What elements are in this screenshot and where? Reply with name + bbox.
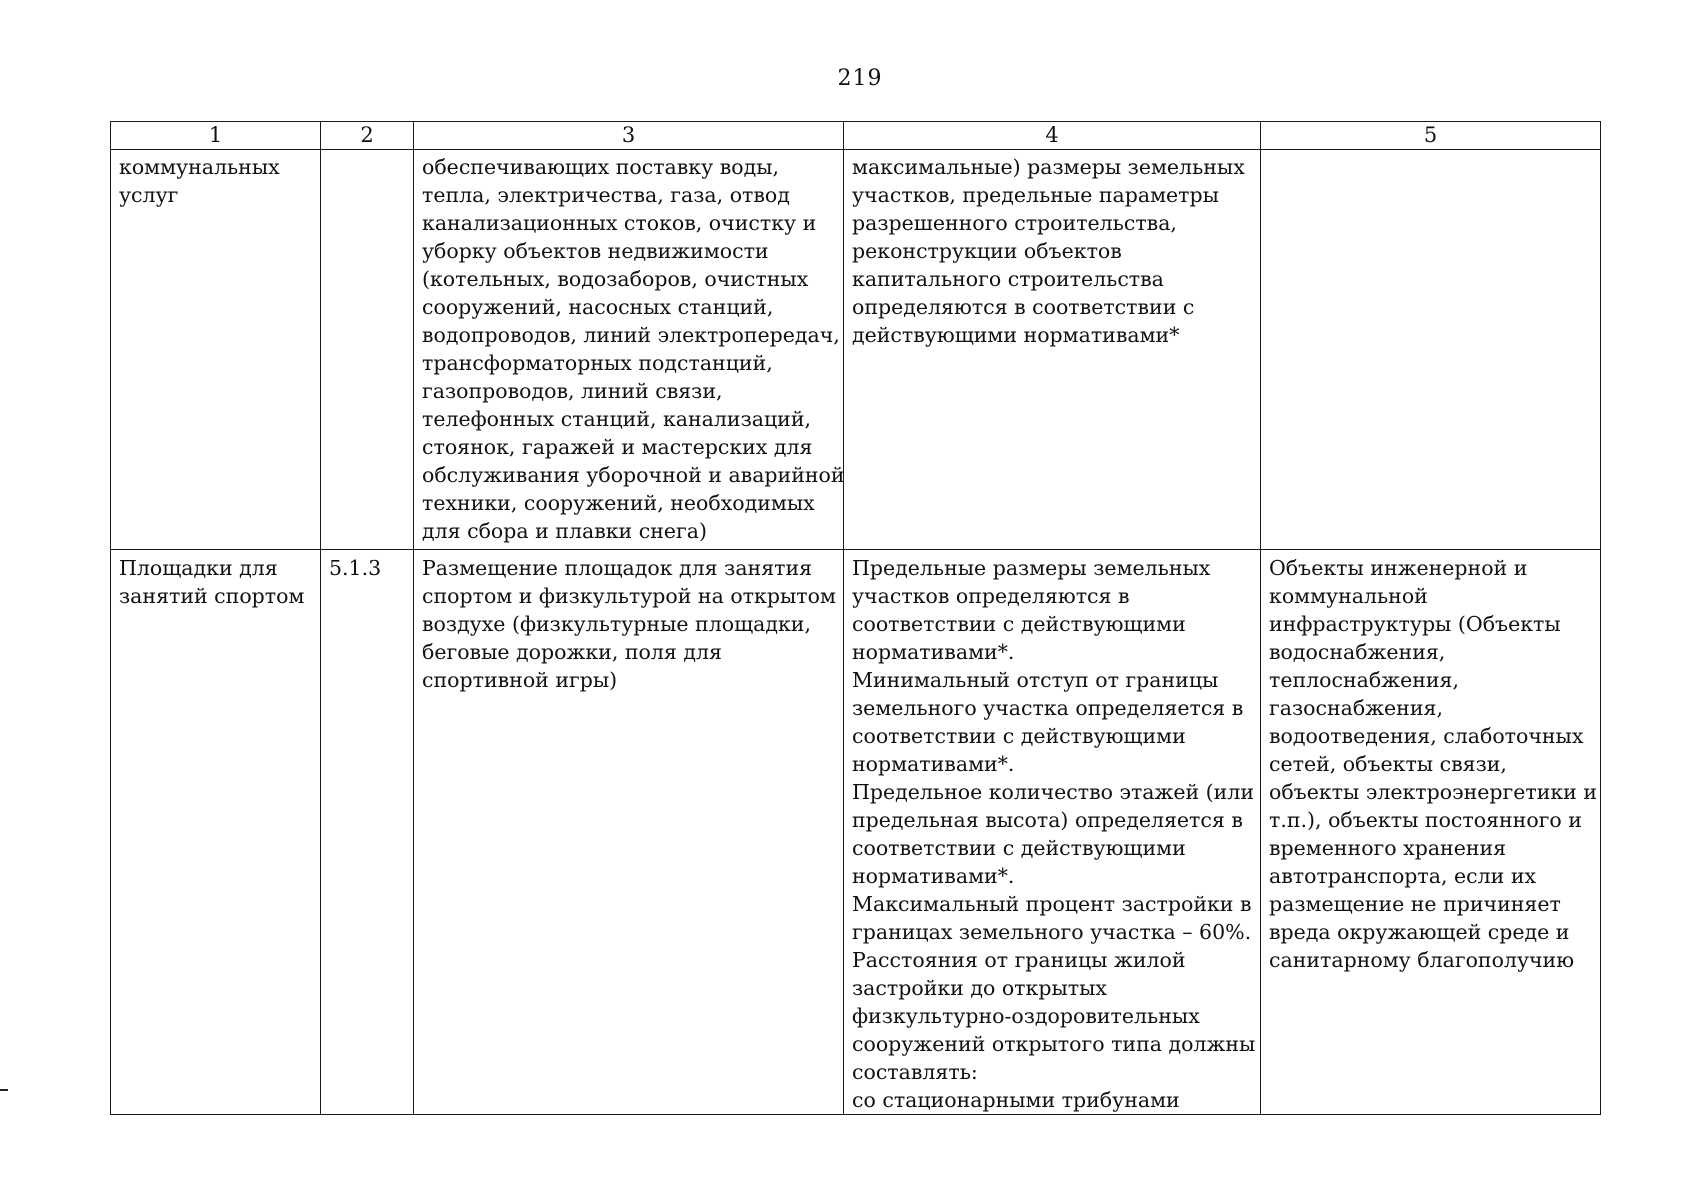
- cell-text-line: спортивной игры): [422, 668, 618, 692]
- cell-text-line: спортом и физкультурой на открытом: [422, 584, 836, 608]
- cell-text-line: составлять:: [852, 1060, 978, 1084]
- cell-text-line: беговые дорожки, поля для: [422, 640, 722, 664]
- cell-text-line: автотранспорта, если их: [1269, 864, 1537, 888]
- cell-text-line: нормативами*.: [852, 752, 1015, 776]
- cell-text-line: вреда окружающей среде и: [1269, 920, 1570, 944]
- cell-description: [414, 150, 844, 550]
- margin-mark: [0, 1089, 8, 1091]
- cell-text-line: нормативами*.: [852, 864, 1015, 888]
- cell-text-line: предельная высота) определяется в: [852, 808, 1243, 832]
- cell-name: [111, 150, 321, 550]
- header-col-3: 3: [414, 122, 844, 150]
- cell-text-line: Минимальный отступ от границы: [852, 668, 1219, 692]
- cell-text-line: Объекты инженерной и: [1269, 556, 1528, 580]
- cell-text-line: санитарному благополучию: [1269, 948, 1575, 972]
- cell-text-line: Расстояния от границы жилой: [852, 948, 1186, 972]
- cell-text-line: временного хранения: [1269, 836, 1507, 860]
- table-row: [111, 150, 1601, 550]
- cell-code: [321, 150, 414, 550]
- cell-text-line: земельного участка определяется в: [852, 696, 1244, 720]
- page-number: 219: [837, 66, 883, 91]
- cell-parameters: [844, 550, 1261, 1115]
- cell-text-line: тепла, электричества, газа, отвод: [422, 183, 790, 207]
- cell-text-line: объекты электроэнергетики и: [1269, 780, 1598, 804]
- cell-text-line: обеспечивающих поставку воды,: [422, 155, 780, 179]
- cell-text-line: определяются в соответствии с: [852, 295, 1195, 319]
- cell-text-line: (котельных, водозаборов, очистных: [422, 267, 809, 291]
- cell-auxiliary: [1261, 550, 1601, 1115]
- cell-text-line: коммунальной: [1269, 584, 1428, 608]
- cell-text-line: телефонных станций, канализаций,: [422, 407, 812, 431]
- cell-text-line: границах земельного участка – 60%.: [852, 920, 1252, 944]
- header-col-2: 2: [321, 122, 414, 150]
- cell-text-line: соответствии с действующими: [852, 724, 1186, 748]
- cell-description: [414, 550, 844, 1115]
- cell-text-line: стоянок, гаражей и мастерских для: [422, 435, 813, 459]
- cell-text-line: Предельные размеры земельных: [852, 556, 1211, 580]
- cell-text-line: т.п.), объекты постоянного и: [1269, 808, 1582, 832]
- cell-text-line: физкультурно-оздоровительных: [852, 1004, 1200, 1028]
- cell-text-line: водопроводов, линий электропередач,: [422, 323, 840, 347]
- cell-text-line: водоотведения, слаботочных: [1269, 724, 1584, 748]
- cell-text-line: инфраструктуры (Объекты: [1269, 612, 1561, 636]
- cell-text-line: действующими нормативами*: [852, 323, 1180, 347]
- cell-text-line: обслуживания уборочной и аварийной: [422, 463, 845, 487]
- cell-text-line: Размещение площадок для занятия: [422, 556, 813, 580]
- cell-text-line: участков, предельные параметры: [852, 183, 1219, 207]
- cell-text-line: застройки до открытых: [852, 976, 1107, 1000]
- cell-name: [111, 550, 321, 1115]
- cell-text-line: Максимальный процент застройки в: [852, 892, 1252, 916]
- cell-code: [321, 550, 414, 1115]
- document-table: [110, 121, 1601, 1115]
- cell-text-line: сетей, объекты связи,: [1269, 752, 1507, 776]
- cell-text-line: участков определяются в: [852, 584, 1130, 608]
- cell-text-line: капитального строительства: [852, 267, 1164, 291]
- cell-text-line: газопроводов, линий связи,: [422, 379, 723, 403]
- cell-auxiliary: [1261, 150, 1601, 550]
- cell-text-line: сооружений открытого типа должны: [852, 1032, 1256, 1056]
- cell-text-line: максимальные) размеры земельных: [852, 155, 1245, 179]
- table-header-row: [111, 122, 1601, 150]
- cell-text-line: канализационных стоков, очистку и: [422, 211, 817, 235]
- cell-text-line: размещение не причиняет: [1269, 892, 1561, 916]
- cell-text-line: сооружений, насосных станций,: [422, 295, 774, 319]
- cell-text-line: теплоснабжения,: [1269, 668, 1459, 692]
- cell-text-line: газоснабжения,: [1269, 696, 1443, 720]
- cell-text-line: воздухе (физкультурные площадки,: [422, 612, 811, 636]
- cell-text-line: водоснабжения,: [1269, 640, 1446, 664]
- cell-text-line: нормативами*.: [852, 640, 1015, 664]
- cell-text-line: коммунальных: [119, 155, 280, 179]
- cell-text-line: соответствии с действующими: [852, 612, 1186, 636]
- cell-text-line: соответствии с действующими: [852, 836, 1186, 860]
- table-row: [111, 550, 1601, 1115]
- cell-text-line: трансформаторных подстанций,: [422, 351, 773, 375]
- cell-text-line: техники, сооружений, необходимых: [422, 491, 815, 515]
- cell-text-line: Площадки для: [119, 556, 278, 580]
- cell-text-line: Предельное количество этажей (или: [852, 780, 1255, 804]
- header-col-4: 4: [844, 122, 1261, 150]
- header-col-5: 5: [1261, 122, 1601, 150]
- cell-text-line: занятий спортом: [119, 584, 305, 608]
- cell-text-line: со стационарными трибунами: [852, 1088, 1180, 1112]
- cell-parameters: [844, 150, 1261, 550]
- cell-text-line: 5.1.3: [329, 556, 382, 580]
- header-col-1: 1: [111, 122, 321, 150]
- cell-text-line: реконструкции объектов: [852, 239, 1122, 263]
- cell-text-line: для сбора и плавки снега): [422, 519, 707, 543]
- cell-text-line: услуг: [119, 183, 179, 207]
- cell-text-line: уборку объектов недвижимости: [422, 239, 769, 263]
- cell-text-line: разрешенного строительства,: [852, 211, 1177, 235]
